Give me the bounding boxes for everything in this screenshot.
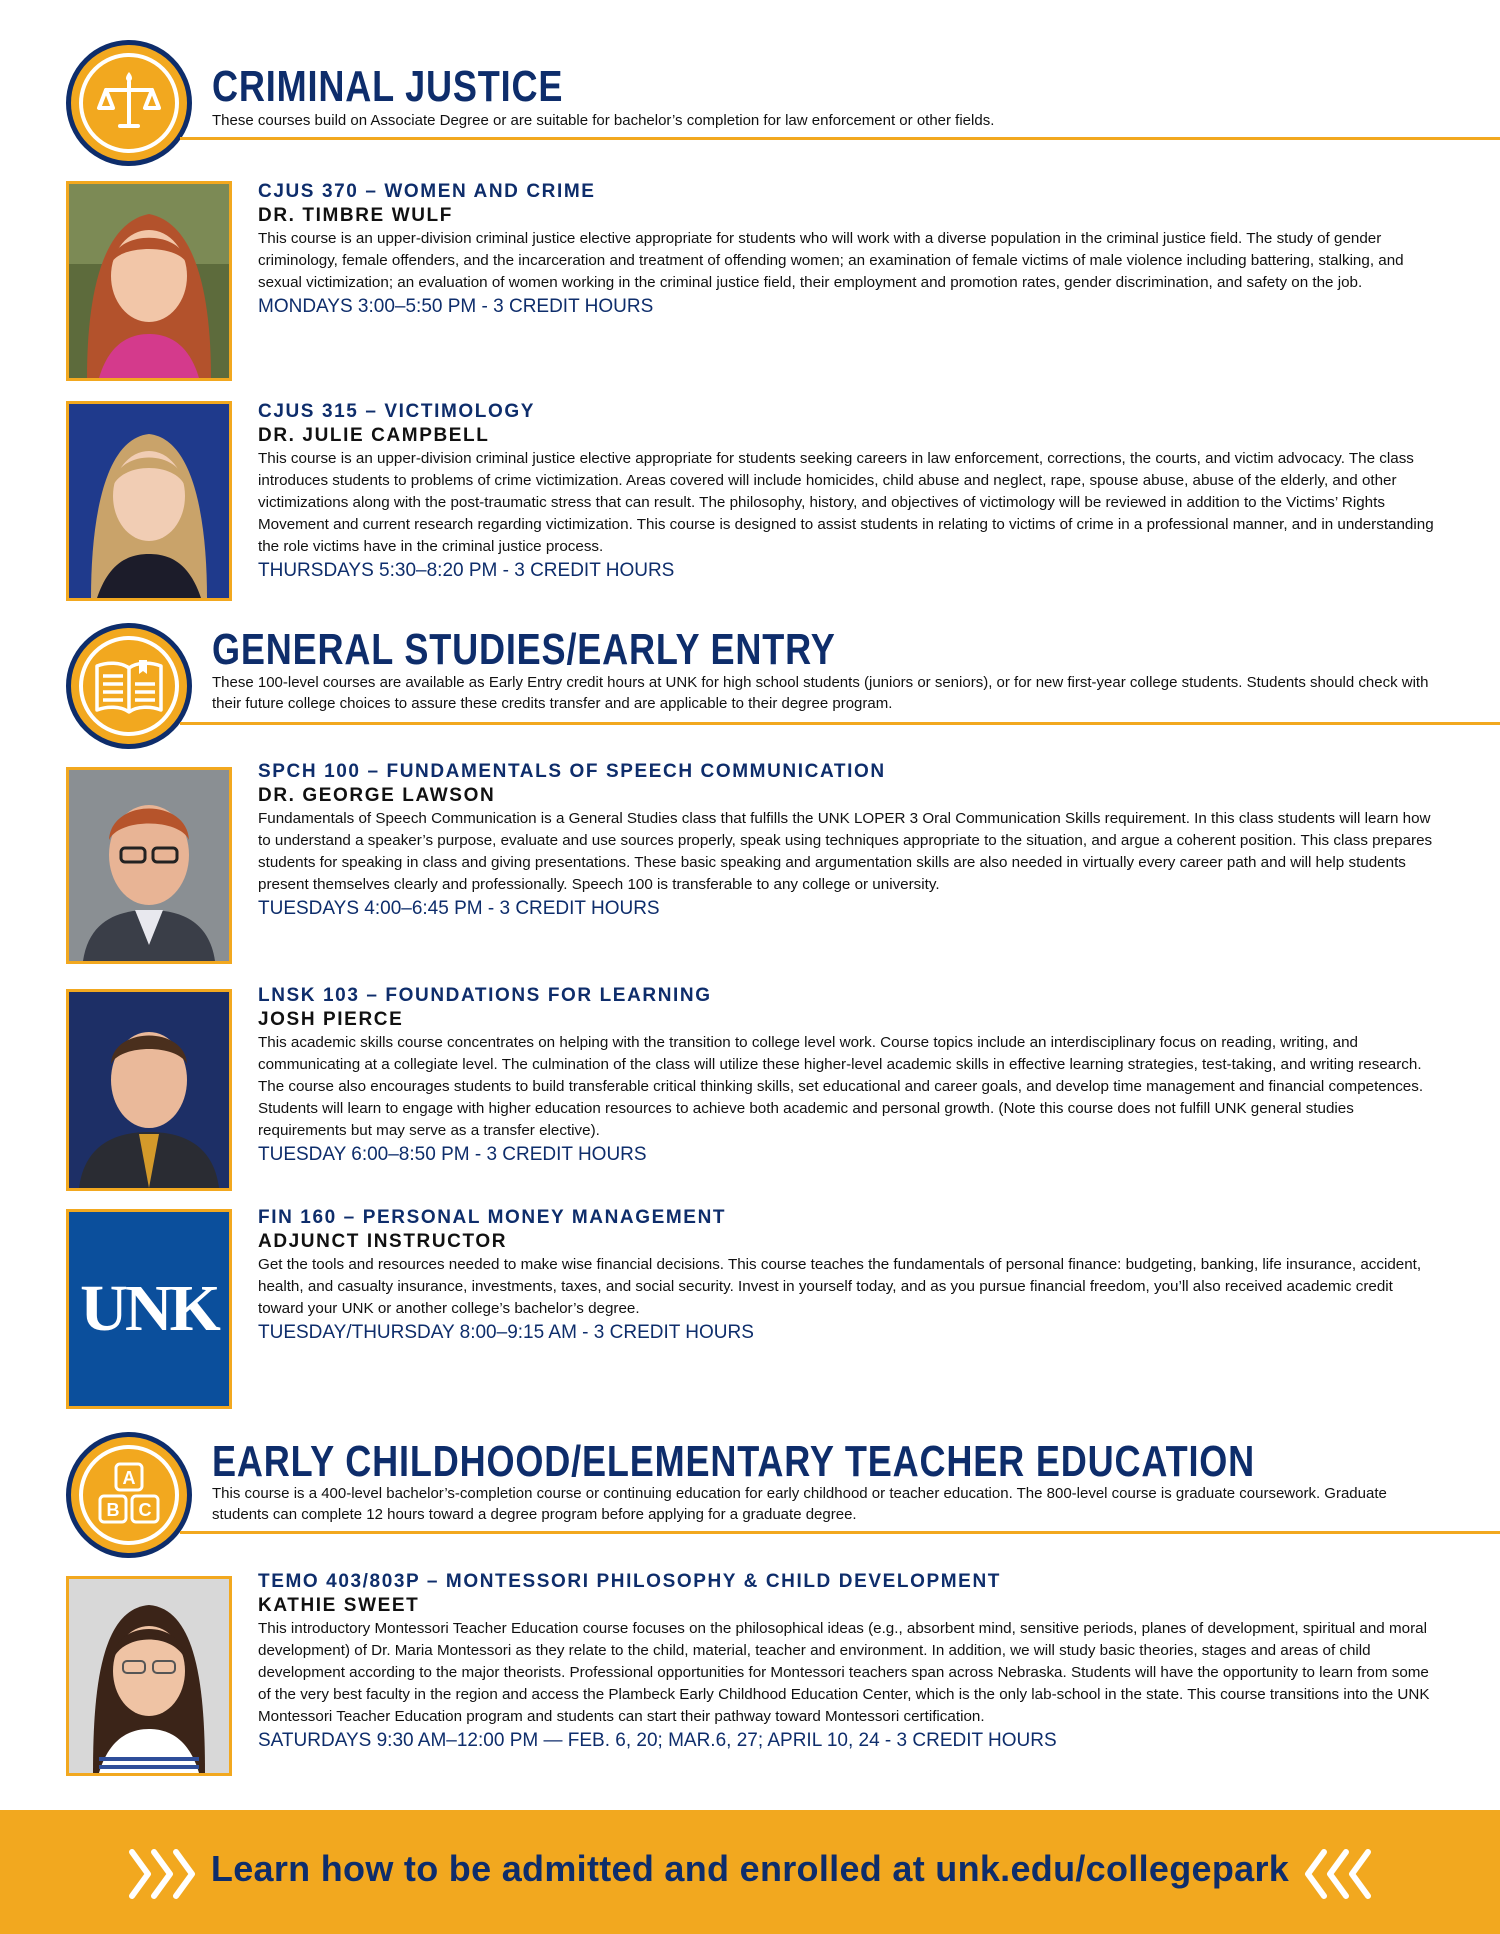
course-details: [258, 760, 1438, 921]
instructor-photo: [66, 767, 232, 964]
course-description: Fundamentals of Speech Communication is a General Studies class that fulfills the UNK LOPER 3 Oral Communication Skills requirement. In this class students will learn how to understand a speaker’s purpose, evaluate and use sources properly, speak using techniques appropriate to the situation, and argue a coherent position. This class prepares students for speaking in class and giving presentations. These basic speaking and argumentation skills are also needed in virtually every career path and will help students present themselves clearly and professionally. Speech 100 is transferable to any college or university.: [258, 810, 1433, 893]
portrait-man-glasses-icon: [69, 770, 229, 961]
course-description: This course is an upper-division criminal justice elective appropriate for students seeking careers in law enforcement, corrections, the courts, and victim advocacy. The class introduces students to problems of crime victimization. Areas covered will include homicides, child abuse and neglect, rape, spouse abuse, abuse of the elderly, and other victimizations along with the post-traumatic stress that can result. The philosophy, history, and objectives of victimology will be reviewed in addition to the Victims’ Rights Movement and current research regarding victimization. This course is designed to assist students in relating to victims of crime in a professional manner, and in understanding the role victims have in the criminal justice process.: [258, 450, 1434, 555]
section-description: This course is a 400-level bachelor’s-completion course or continuing education for early childhood or teacher education. The 800-level course is graduate coursework. Graduate students can complete 12 hours toward a degree program before applying for a graduate degree.: [212, 1485, 1387, 1523]
course-instructor: DR. JULIE CAMPBELL: [258, 425, 490, 446]
section-title: EARLY CHILDHOOD/ELEMENTARY TEACHER EDUCATION: [212, 1437, 1256, 1486]
section-divider: [180, 722, 1500, 725]
course-details: [258, 400, 1438, 583]
course-code-title: CJUS 315 – VICTIMOLOGY: [258, 401, 535, 422]
chevrons-left-icon: [1300, 1846, 1376, 1902]
course-code-title: TEMO 403/803P – MONTESSORI PHILOSOPHY & CHILD DEVELOPMENT: [258, 1571, 1001, 1592]
course-details: [258, 180, 1438, 319]
course-schedule: SATURDAYS 9:30 AM–12:00 PM — FEB. 6, 20; MAR.6, 27; APRIL 10, 24 - 3 CREDIT HOURS: [258, 1730, 1057, 1751]
footer-banner: [0, 1810, 1500, 1934]
course-description: This academic skills course concentrates on helping with the transition to college level work. Course topics include an interdisciplinary focus on reading, writing, and communicating at a collegiate level. The culmination of the class will utilize these higher-level academic skills in effective learning strategies, test-taking, and writing research. The course also encourages students to build transferable critical thinking skills, set educational and career goals, and develop time management and financial competences. Students will learn to engage with higher education resources to achieve both academic and personal growth. (Note this course does not fulfill UNK general studies requirements but may serve as a transfer elective).: [258, 1034, 1424, 1139]
course-instructor: DR. TIMBRE WULF: [258, 205, 453, 226]
instructor-photo: [66, 1576, 232, 1776]
svg-text:C: C: [138, 1500, 152, 1520]
course-schedule: THURSDAYS 5:30–8:20 PM - 3 CREDIT HOURS: [258, 560, 675, 581]
course-instructor: ADJUNCT INSTRUCTOR: [258, 1231, 508, 1252]
course-instructor: KATHIE SWEET: [258, 1595, 420, 1616]
course-schedule: TUESDAY/THURSDAY 8:00–9:15 AM - 3 CREDIT HOURS: [258, 1322, 754, 1343]
course-code-title: LNSK 103 – FOUNDATIONS FOR LEARNING: [258, 985, 712, 1006]
svg-text:A: A: [122, 1468, 136, 1488]
instructor-photo: [66, 181, 232, 381]
section-description: These 100-level courses are available as Early Entry credit hours at UNK for high school students (juniors or seniors), or for new first-year college students. Students should check with their future college choices to assure these credits transfer and are applicable to their degree program.: [212, 674, 1429, 712]
course-code-title: FIN 160 – PERSONAL MONEY MANAGEMENT: [258, 1207, 727, 1228]
abc-blocks-icon: [94, 1460, 164, 1530]
portrait-woman-blonde-icon: [69, 404, 229, 598]
section-divider: [180, 137, 1500, 140]
section-icon-badge: [66, 1432, 192, 1558]
section-divider: [180, 1531, 1500, 1534]
instructor-photo: [66, 989, 232, 1191]
portrait-woman-red-hair-icon: [69, 184, 229, 378]
unk-logo: [66, 1209, 232, 1409]
course-description: This course is an upper-division criminal justice elective appropriate for students who will work with a diverse population in the criminal justice field. The study of gender criminology, female offenders, and the incarceration and treatment of offending women; an examination of female victims of male violence including battering, stalking, and sexual victimization; an evaluation of women working in the criminal justice field, their employment and promotion rates, gender discrimination, and safety on the job.: [258, 230, 1404, 291]
course-instructor: DR. GEORGE LAWSON: [258, 785, 496, 806]
course-details: [258, 1206, 1438, 1345]
course-schedule: TUESDAYS 4:00–6:45 PM - 3 CREDIT HOURS: [258, 898, 660, 919]
course-code-title: SPCH 100 – FUNDAMENTALS OF SPEECH COMMUNICATION: [258, 761, 886, 782]
instructor-photo: [66, 401, 232, 601]
portrait-man-suit-icon: [69, 992, 229, 1188]
section-icon-badge: [66, 623, 192, 749]
course-details: [258, 1570, 1438, 1753]
scales-of-justice-icon: [94, 68, 164, 138]
section-description: These courses build on Associate Degree or are suitable for bachelor’s completion for law enforcement or other fields.: [212, 112, 995, 129]
course-description: This introductory Montessori Teacher Education course focuses on the philosophical ideas (e.g., absorbent mind, sensitive periods, planes of development, spiritual and moral development) of Dr. Maria Montessori as they relate to the child, material, teacher and environment. In addition, we will study basic theories, stages and areas of child development according to the major theorists. Professional opportunities for Montessori teachers span across Nebraska. Students will have the opportunity to learn from some of the very best faculty in the region and access the Plambeck Early Childhood Education Center, which is the only lab-school in the state. This course transitions into the UNK Montessori Teacher Education program and students can start their pathway toward Montessori certification.: [258, 1620, 1430, 1725]
section-title: GENERAL STUDIES/EARLY ENTRY: [212, 625, 836, 674]
course-description: Get the tools and resources needed to make wise financial decisions. This course teaches the fundamentals of personal finance: budgeting, banking, life insurance, accident, health, and casualty insurance, investments, taxes, and social security. Invest in yourself today, and as you pursue financial freedom, you’ll also received academic credit toward your UNK or another college’s bachelor’s degree.: [258, 1256, 1422, 1317]
course-code-title: CJUS 370 – WOMEN AND CRIME: [258, 181, 596, 202]
course-instructor: JOSH PIERCE: [258, 1009, 404, 1030]
course-schedule: TUESDAY 6:00–8:50 PM - 3 CREDIT HOURS: [258, 1144, 647, 1165]
portrait-woman-dark-hair-icon: [69, 1579, 229, 1773]
section-icon-badge: [66, 40, 192, 166]
course-details: [258, 984, 1438, 1167]
unk-logo-text: UNK: [80, 1272, 218, 1345]
section-title: CRIMINAL JUSTICE: [212, 62, 564, 111]
course-schedule: MONDAYS 3:00–5:50 PM - 3 CREDIT HOURS: [258, 296, 654, 317]
open-book-icon: [93, 656, 165, 716]
svg-text:B: B: [106, 1500, 120, 1520]
footer-cta-link[interactable]: Learn how to be admitted and enrolled at unk.edu/collegepark: [210, 1848, 1290, 1889]
